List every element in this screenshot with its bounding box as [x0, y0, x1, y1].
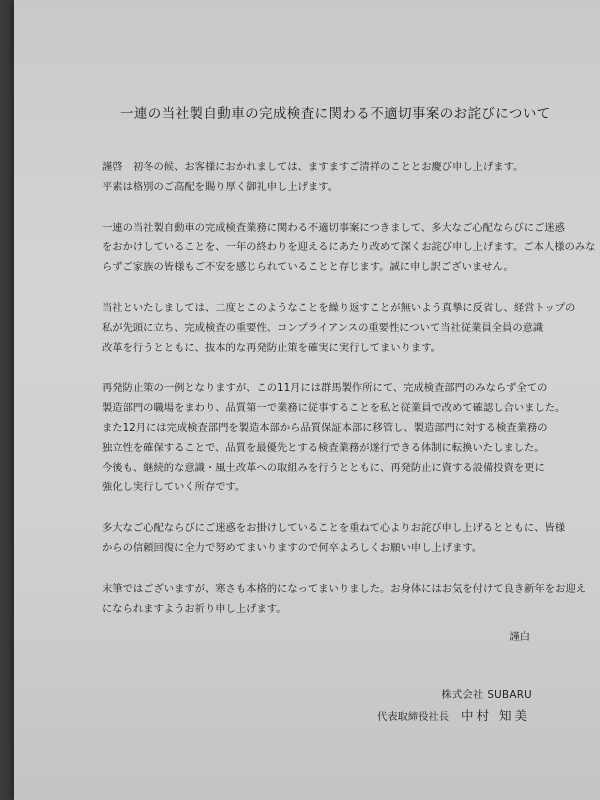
closing-salutation: 謹白	[509, 631, 530, 643]
letter-title: 一連の当社製自動車の完成検査に関わる不適切事案のお詫びについて	[120, 106, 551, 122]
signature-block	[377, 706, 530, 724]
paragraph-apology	[102, 219, 596, 278]
text-line: 再発防止策の一例となりますが、この11月には群馬製作所にて、完成検査部門のみならず全ての	[102, 382, 548, 395]
text-line: になられますようお祈り申し上げます。	[102, 602, 287, 615]
text-line: 製造部門の職場をまわり、品質第一で業務に従事することを私と従業員で改めて確認し合いました。	[102, 402, 566, 415]
text-line: 強化し実行していく所存です。	[102, 481, 246, 494]
text-line: また12月には完成検査部門を製造本部から品質保証本部に移管し、製造部門に対する検査業務の	[102, 421, 548, 434]
text-line: 多大なご心配ならびにご迷惑をお掛けしていることを重ねて心よりお詫び申し上げるとともに、皆様	[102, 522, 566, 535]
letter-body	[102, 158, 596, 640]
text-line: 私が先頭に立ち、完成検査の重要性、コンプライアンスの重要性について当社従業員全員の意識	[102, 321, 544, 334]
paragraph-commitment	[102, 299, 576, 358]
signer-name: 中村 知美	[461, 708, 530, 723]
paragraph-closing-wishes	[102, 580, 586, 620]
text-line: 謹啓 初冬の候、お客様におかれましては、ますますご清祥のこととお慶び申し上げます。	[102, 161, 524, 173]
signer-title: 代表取締役社長	[376, 711, 450, 723]
text-line: 末筆ではございますが、寒さも本格的になってまいりました。お身体にはお気を付けて良き新年をお迎え	[102, 582, 586, 595]
paragraph-trust	[102, 519, 566, 559]
paragraph-greeting	[102, 158, 557, 198]
text-line: 独立性を確保することで、品質を最優先とする検査業務が遂行できる体制に転換いたしました。	[102, 441, 545, 454]
text-line: 平素は格別のご高配を賜り厚く御礼申し上げます。	[102, 180, 339, 193]
text-line: 一連の当社製自動車の完成検査業務に関わる不適切事案につきまして、多大なご心配ならびにご迷惑	[102, 221, 565, 234]
text-line: 今後も、継続的な意識・風土改革への取組みを行うとともに、再発防止に資する設備投資を更に	[102, 461, 545, 474]
paragraph-measures	[102, 379, 566, 498]
text-line: をおかけしていることを、一年の終わりを迎えるにあたり改めて深くお詫び申し上げます。ご本人様のみな	[102, 241, 596, 254]
text-line: 当社といたしましては、二度とこのようなことを繰り返すことが無いよう真摯に反省し、経営トップの	[102, 301, 576, 314]
text-line: からの信頼回復に全力で努めてまいりますので何卒よろしくお願い申し上げます。	[102, 541, 483, 554]
letter-page	[14, 0, 600, 800]
text-line: 改革を行うとともに、抜本的な再発防止策を確実に実行してまいります。	[102, 341, 441, 354]
company-name: 株式会社 SUBARU	[441, 689, 532, 701]
text-line: らずご家族の皆様もご不安を感じられていることと存じます。誠に申し訳ございません。	[102, 261, 514, 274]
